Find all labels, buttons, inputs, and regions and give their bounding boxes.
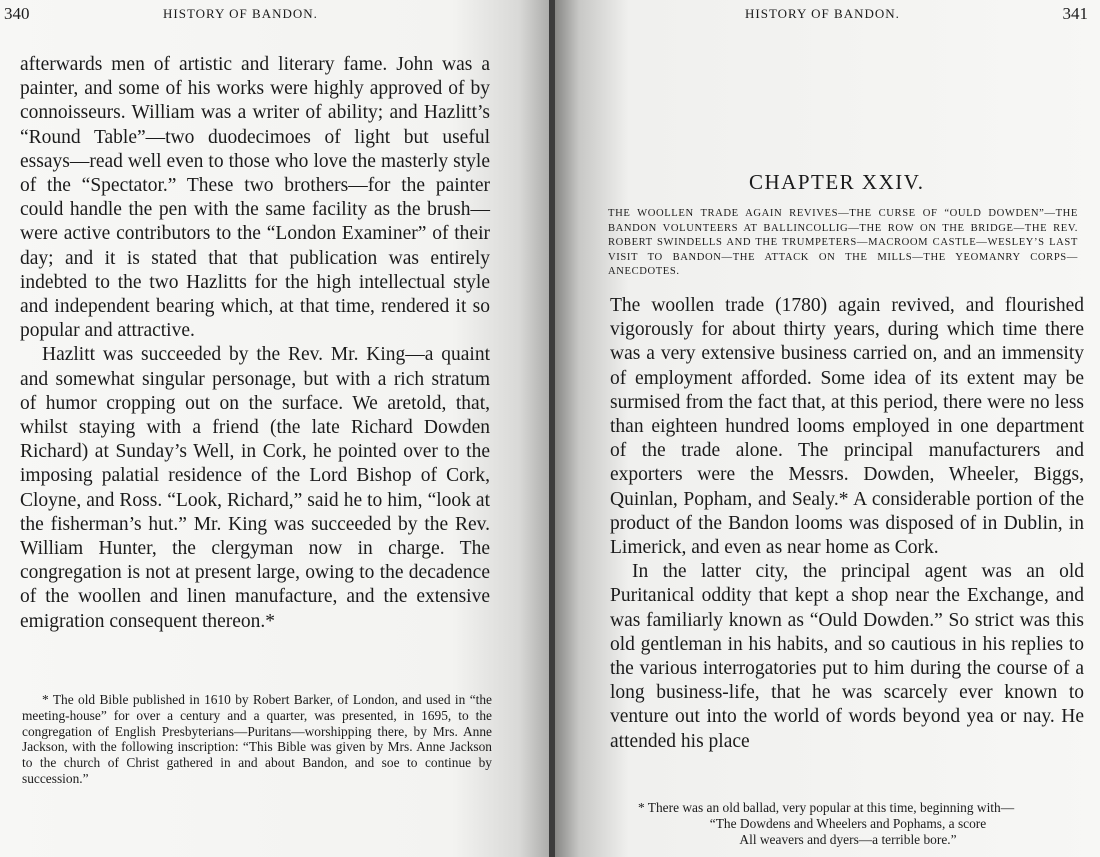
footnote-right — [638, 800, 1098, 848]
footnote-text: * There was an old ballad, very popular at this time, beginning with— — [638, 800, 1015, 815]
paragraph: In the latter city, the principal agent was an old Puritanical oddity that kept a shop near the Exchange, and was familiarly known as “Ould Dowden.” So strict was this old gentleman in his habits, and so cautious in his replies to the various interrogatories put to him during the course of a long business-life, that he was scarcely ever known to venture out into the world of words beyond yea or nay. He attended his place — [610, 561, 1084, 752]
chapter-summary: THE WOOLLEN TRADE AGAIN REVIVES—THE CURSE OF “OULD DOWDEN”—THE BANDON VOLUNTEERS AT BALLINCOLLIG—THE ROW ON THE BRIDGE—THE REV. ROBERT SWINDELLS AND THE TRUMPETERS—MACROOM CASTLE—WESLEY’S LAST VISIT TO BANDON—THE ATTACK ON THE MILLS—THE YEOMANRY CORPS—ANECDOTES. — [608, 208, 1078, 278]
page-number-right: 341 — [1062, 4, 1088, 23]
paragraph: Hazlitt was succeeded by the Rev. Mr. King—a quaint and somewhat singular personage, but with a rich stratum of humor cropping out on the surface. We aretold, that, whilst staying with a friend (the late Richard Dowden Richard) at Sunday’s Well, in Cork, he pointed over to the imposing palatial residence of the Lord Bishop of Cork, Cloyne, and Ross. “Look, Richard,” said he to him, “look at the fisherman’s hut.” Mr. King was succeeded by the Rev. William Hunter, the clergyman now in charge. The congregation is not at present large, owing to the decadence of the woollen and linen manufacture, and the extensive emigration consequent thereon.* — [20, 344, 490, 632]
paragraph: The woollen trade (1780) again revived, and flourished vigorously for about thirty years, during which time there was a very extensive business carried on, and an immensity of employment afforded. Some idea of its extent may be surmised from the fact that, at this period, there were no less than eighteen hundred looms employed in one department of the trade alone. The principal manufacturers and exporters were the Messrs. Dowden, Wheeler, Biggs, Quinlan, Popham, and Sealy.* A considerable portion of the product of the Bandon looms was disposed of in Dublin, in Limerick, and even as near home as Cork. — [610, 295, 1084, 559]
footnote-verse-line: All weavers and dyers—a terrible bore.” — [739, 832, 957, 847]
running-header-right: HISTORY OF BANDON. — [745, 6, 900, 21]
running-header-left: HISTORY OF BANDON. — [163, 6, 318, 21]
footnote-text: * The old Bible published in 1610 by Robert Barker, of London, and used in “the meeting-house” for over a century and a quarter, was presented, in 1695, to the congregation of English Presbyterians—Puritans—worshipping there, by Mrs. Anne Jackson, with the following inscription: “This Bible was given by Mrs. Anne Jackson to the church of Christ gathered in and about Bandon, and soe to continue by succession.” — [22, 692, 492, 786]
page-number-left: 340 — [4, 4, 30, 23]
paragraph: afterwards men of artistic and literary fame. John was a painter, and some of his works were highly approved of by connoisseurs. William was a writer of ability; and Hazlitt’s “Round Table”—two duodecimoes of light but useful essays—read well even to those who love the masterly style of the “Spectator.” These two brothers—for the painter could handle the pen with the same facility as the brush—were active contributors to the “London Examiner” of their day; and it is stated that that publication was entirely indebted to the two Hazlitts for the high intellectual style and independent bearing which, at that time, rendered it so popular and attractive. — [20, 54, 490, 342]
right-page — [552, 0, 1100, 857]
book-gutter — [549, 0, 555, 857]
footnote-left — [22, 692, 492, 787]
chapter-title: CHAPTER XXIV. — [749, 170, 925, 194]
right-body-text — [610, 294, 1084, 754]
footnote-verse-line: “The Dowdens and Wheelers and Pophams, a score — [709, 816, 987, 831]
left-body-text — [20, 53, 490, 634]
